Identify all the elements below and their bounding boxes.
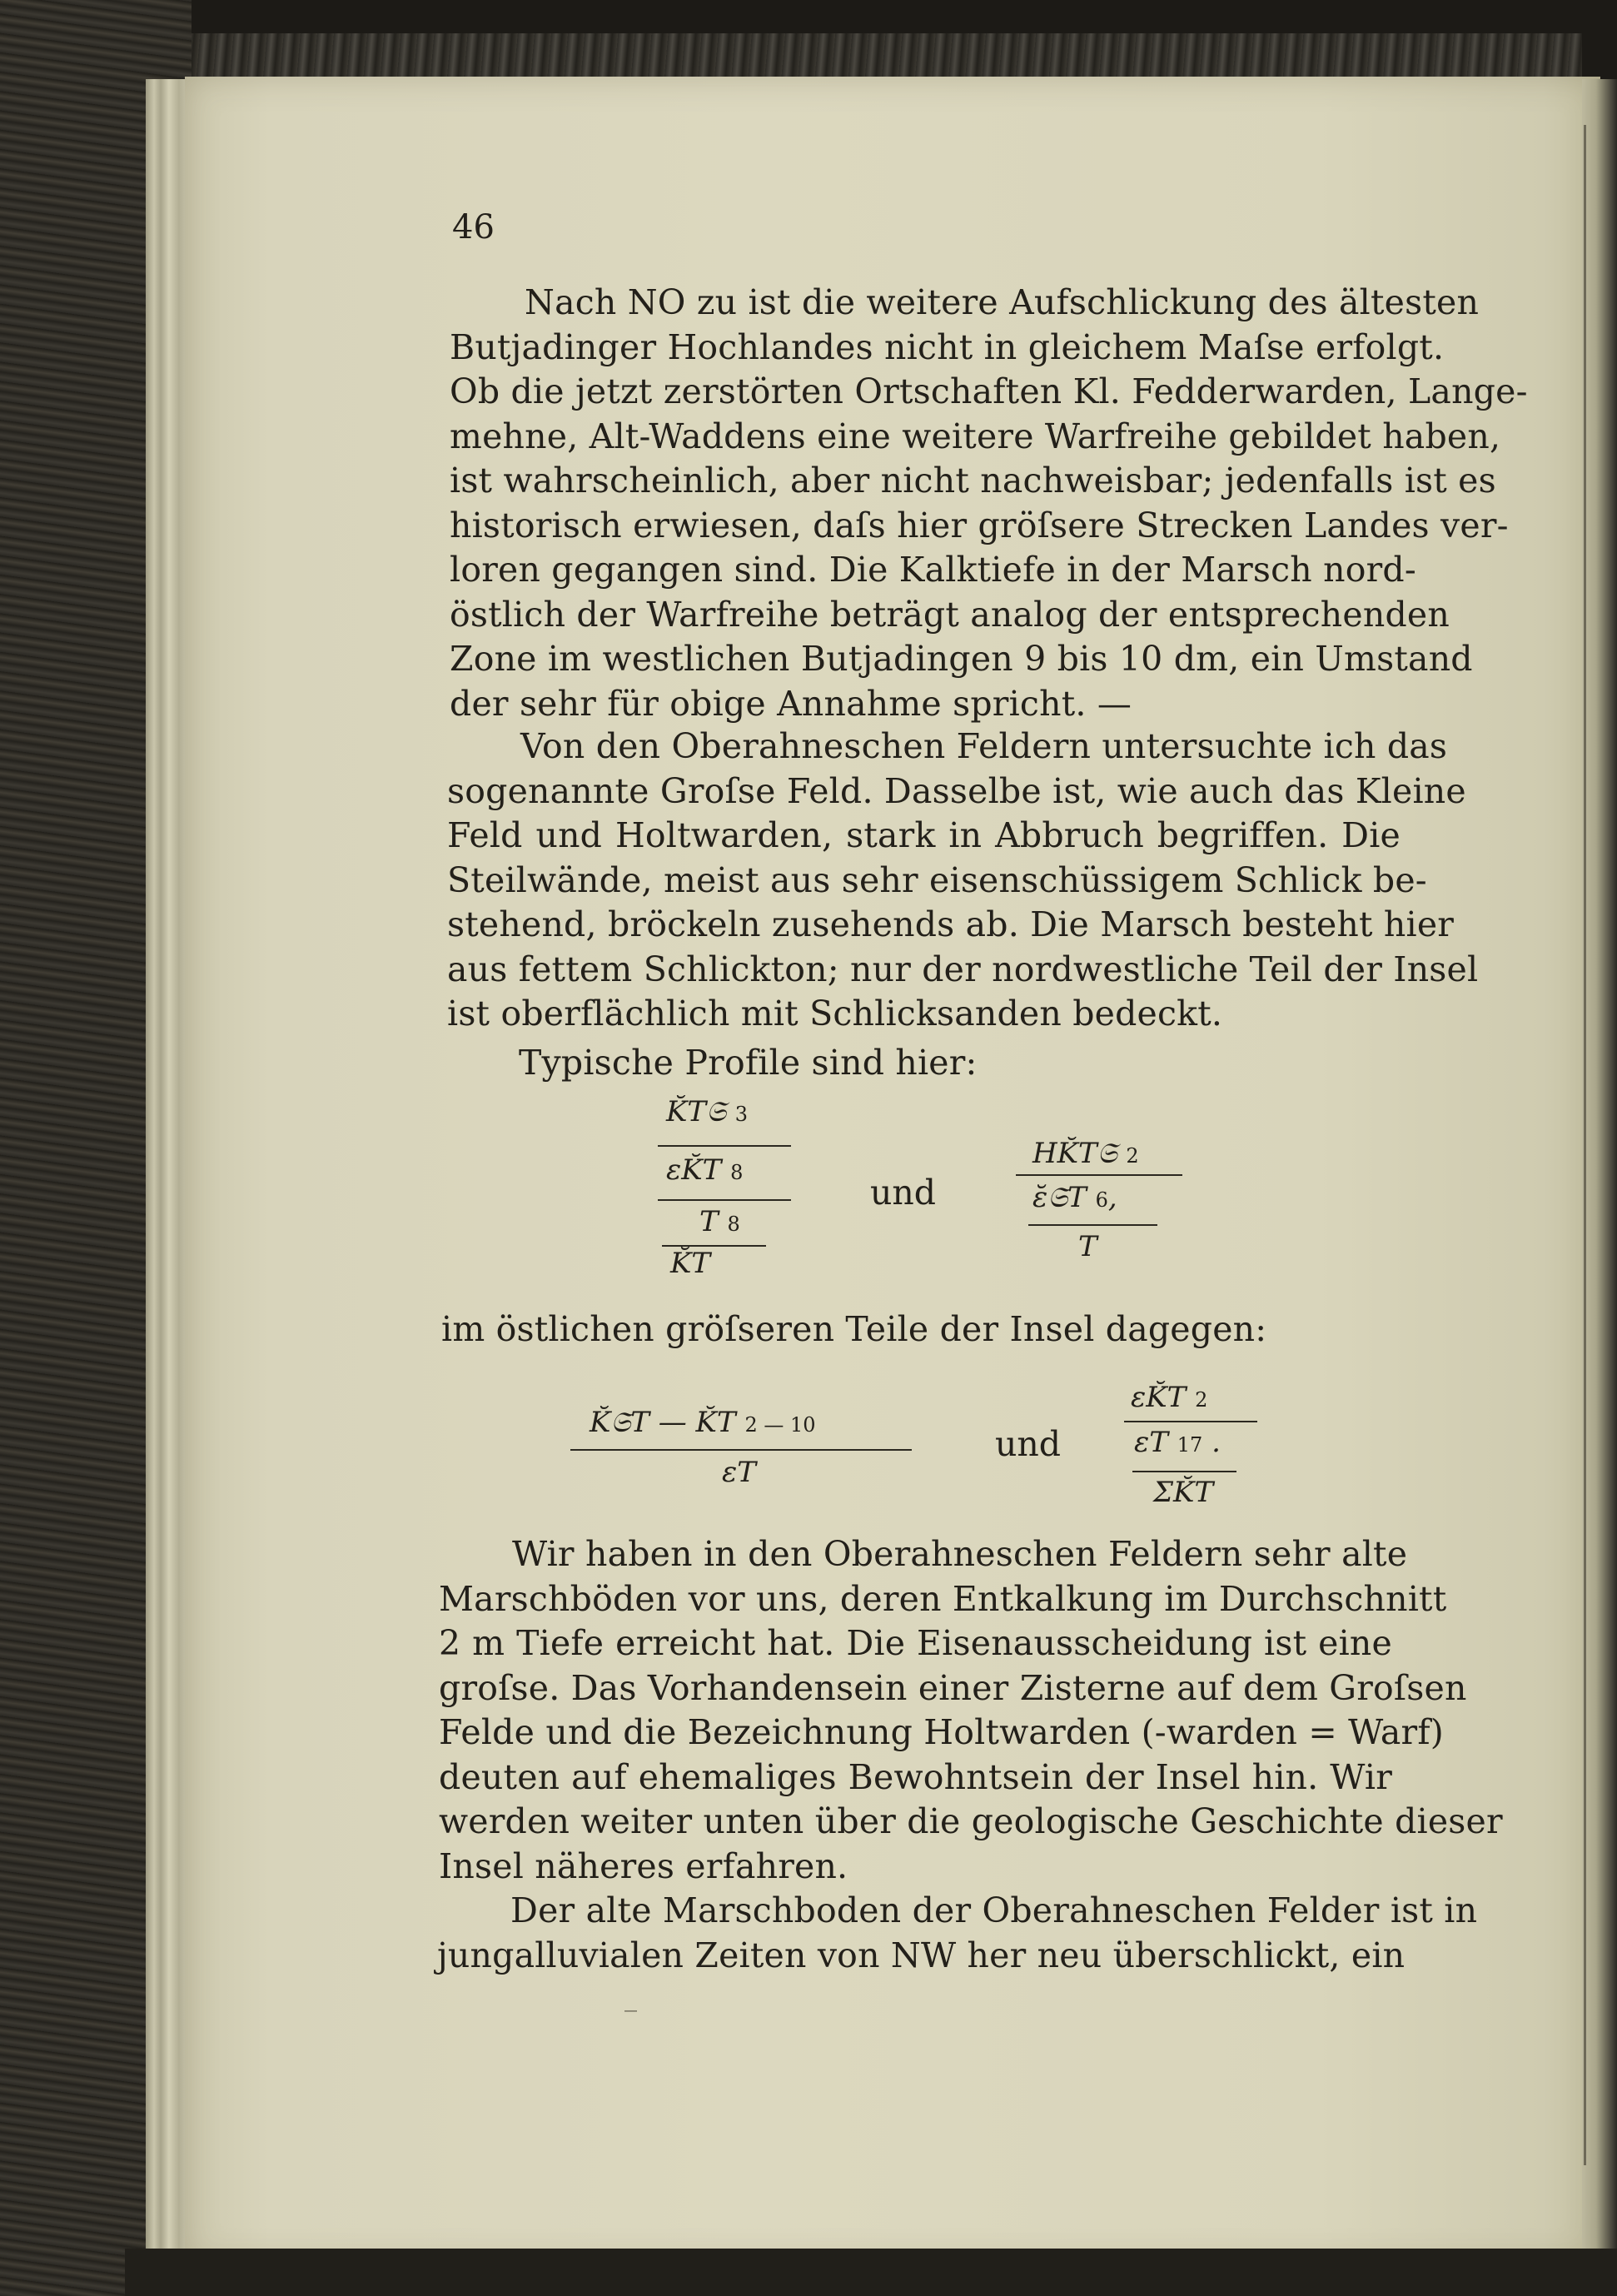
text-line: Der alte Marschboden der Oberahneschen Felder ist in bbox=[510, 1890, 1478, 1930]
text-line: sogenannte Groſse Feld. Dasselbe ist, wie auch das Kleine bbox=[447, 770, 1466, 811]
book-right-edge bbox=[1582, 79, 1617, 2261]
profile-a-line-2 bbox=[666, 1153, 743, 1187]
formula-subscript: 8 bbox=[730, 1161, 744, 1184]
text-line: Von den Oberahneschen Feldern untersuchte ich das bbox=[520, 726, 1448, 766]
text-line: Marschböden vor uns, deren Entkalkung im Durchschnitt bbox=[439, 1578, 1447, 1619]
profile-b-line-1 bbox=[1032, 1137, 1139, 1170]
profile-b-rule-1 bbox=[1016, 1174, 1182, 1176]
formula-subscript: 2 bbox=[1126, 1144, 1139, 1168]
text-line: Feld und Holtwarden, stark in Abbruch begriffen. Die bbox=[447, 815, 1401, 855]
formula-term: εT bbox=[1134, 1426, 1168, 1459]
formula-subscript: 2 bbox=[1195, 1388, 1208, 1412]
profile-c-rule-1 bbox=[570, 1449, 912, 1451]
formula-term: K̆T𝔖 bbox=[666, 1095, 726, 1128]
profile-a-rule-1 bbox=[658, 1145, 791, 1147]
profile-a-rule-2 bbox=[658, 1199, 791, 1201]
text-line: stehend, bröckeln zusehends ab. Die Marsch besteht hier bbox=[447, 904, 1455, 944]
text-line: loren gegangen sind. Die Kalktiefe in der Marsch nord- bbox=[450, 550, 1416, 590]
text-line: der sehr für obige Annahme spricht. — bbox=[450, 683, 1132, 724]
formula-punctuation: . bbox=[1212, 1426, 1221, 1459]
text-line: Nach NO zu ist die weitere Aufschlickung des ältesten bbox=[525, 282, 1480, 322]
text-line: Wir haben in den Oberahneschen Feldern sehr alte bbox=[512, 1534, 1408, 1574]
formula-subscript: 3 bbox=[734, 1103, 749, 1126]
text-line: Ob die jetzt zerstörten Ortschaften Kl. Fedderwarden, Lange- bbox=[450, 371, 1528, 411]
connector-und-1: und bbox=[870, 1173, 937, 1213]
paragraph-4 bbox=[437, 1889, 1478, 1978]
formula-subscript: 6 bbox=[1095, 1188, 1108, 1212]
paragraph-1 bbox=[450, 281, 1528, 726]
formula-term: K̆T bbox=[670, 1247, 711, 1280]
connector-und-2: und bbox=[995, 1424, 1062, 1464]
paragraph-2 bbox=[447, 725, 1479, 1037]
profile-c-line-2 bbox=[722, 1456, 756, 1489]
profile-b-rule-2 bbox=[1028, 1224, 1157, 1226]
profile-c-line-1 bbox=[590, 1406, 816, 1439]
text-line: historisch erwiesen, daſs hier gröſsere Strecken Landes ver- bbox=[450, 505, 1509, 545]
text-line: 2 m Tiefe erreicht hat. Die Eisenausscheidung ist eine bbox=[439, 1623, 1392, 1663]
formula-term: HK̆T𝔖 bbox=[1032, 1137, 1117, 1170]
formula-subscript: 8 bbox=[727, 1213, 740, 1236]
profile-a-line-1 bbox=[666, 1095, 748, 1128]
formula-term: εK̆T bbox=[1131, 1381, 1187, 1414]
formula-term: ε̆𝔖T bbox=[1032, 1181, 1087, 1214]
profile-b-line-2 bbox=[1032, 1181, 1117, 1214]
book-bottom-edge bbox=[125, 2249, 1617, 2296]
text-line: östlich der Warfreihe beträgt analog der entsprechenden bbox=[450, 594, 1450, 635]
paragraph-3 bbox=[439, 1532, 1503, 1889]
pencil-mark: ‾ bbox=[624, 2007, 637, 2036]
profile-d-line-2 bbox=[1134, 1426, 1221, 1459]
profile-d-rule-2 bbox=[1132, 1471, 1236, 1472]
formula-term: ΣK̆T bbox=[1153, 1476, 1214, 1509]
text-line: Steilwände, meist aus sehr eisenschüssigem Schlick be- bbox=[447, 859, 1427, 900]
profile-d-line-3 bbox=[1153, 1476, 1213, 1509]
formula-term: εK̆T bbox=[666, 1153, 722, 1187]
formula-term: T bbox=[699, 1205, 719, 1238]
text-line: Butjadinger Hochlandes nicht in gleichem Maſse erfolgt. bbox=[450, 326, 1445, 367]
profile-b-line-3 bbox=[1078, 1230, 1097, 1263]
text-line: im östlichen gröſseren Teile der Insel dagegen: bbox=[441, 1309, 1267, 1349]
text-line: mehne, Alt-Waddens eine weitere Warfreihe gebildet haben, bbox=[450, 416, 1501, 456]
text-line: werden weiter unten über die geologische Geschichte dieser bbox=[439, 1801, 1503, 1841]
text-line: groſse. Das Vorhandensein einer Zisterne auf dem Groſsen bbox=[439, 1667, 1467, 1708]
profile-d-rule-1 bbox=[1124, 1421, 1257, 1422]
gutter-line bbox=[1584, 125, 1586, 2165]
formula-punctuation: , bbox=[1107, 1181, 1117, 1214]
formula-term: εT bbox=[722, 1456, 756, 1489]
formula-term: K̆𝔖T — K̆T bbox=[590, 1406, 736, 1439]
text-line: jungalluvialen Zeiten von NW her neu überschlickt, ein bbox=[437, 1935, 1406, 1975]
text-line: ist oberflächlich mit Schlicksanden bedeckt. bbox=[447, 994, 1223, 1033]
profile-d-line-1 bbox=[1131, 1381, 1207, 1414]
profile-a-line-3 bbox=[699, 1205, 740, 1238]
text-line: Insel näheres erfahren. bbox=[439, 1845, 848, 1886]
formula-subscript: 17 bbox=[1177, 1433, 1203, 1457]
profile-a-line-4 bbox=[670, 1247, 710, 1280]
text-line: deuten auf ehemaliges Bewohntsein der Insel hin. Wir bbox=[439, 1756, 1392, 1797]
eastern-intro bbox=[441, 1307, 1266, 1352]
text-line: Typische Profile sind hier: bbox=[519, 1043, 978, 1083]
text-line: Zone im westlichen Butjadingen 9 bis 10 dm, ein Umstand bbox=[450, 639, 1473, 679]
text-line: aus fettem Schlickton; nur der nordwestliche Teil der Insel bbox=[447, 949, 1479, 989]
formula-subscript: 2 — 10 bbox=[744, 1413, 816, 1437]
formula-term: T bbox=[1078, 1230, 1097, 1263]
text-line: Felde und die Bezeichnung Holtwarden (-warden = Warf) bbox=[439, 1712, 1444, 1752]
typical-profiles-intro bbox=[519, 1041, 978, 1086]
page-number: 46 bbox=[452, 208, 495, 247]
text-line: ist wahrscheinlich, aber nicht nachweisbar; jedenfalls ist es bbox=[450, 461, 1496, 501]
